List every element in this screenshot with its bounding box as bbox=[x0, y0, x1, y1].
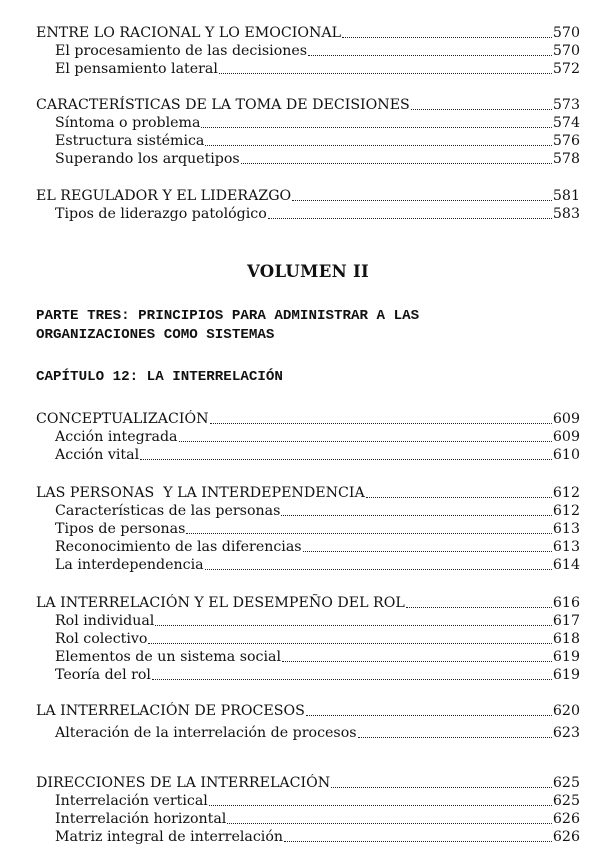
entry-title: Estructura sistémica bbox=[55, 133, 205, 149]
leader-dots bbox=[219, 73, 552, 74]
entry-title: LA INTERRELACIÓN Y EL DESEMPEÑO DEL ROL bbox=[36, 595, 405, 611]
toc-entry[interactable] bbox=[36, 187, 580, 205]
leader-dots bbox=[201, 127, 551, 128]
toc-subentry[interactable] bbox=[36, 205, 580, 223]
toc-section bbox=[36, 774, 580, 846]
toc-entry[interactable] bbox=[36, 774, 580, 792]
leader-dots bbox=[268, 218, 552, 219]
entry-title: LA INTERRELACIÓN DE PROCESOS bbox=[36, 703, 305, 719]
leader-dots bbox=[366, 497, 552, 498]
toc-section bbox=[36, 702, 580, 742]
toc-section bbox=[36, 187, 580, 223]
toc-section bbox=[36, 96, 580, 168]
entry-page: 617 bbox=[552, 613, 580, 629]
entry-title: LAS PERSONAS Y LA INTERDEPENDENCIA bbox=[36, 485, 365, 501]
volume-title: VOLUMEN II bbox=[246, 262, 370, 281]
leader-dots bbox=[210, 423, 552, 424]
toc-section bbox=[36, 410, 580, 464]
leader-dots bbox=[186, 533, 552, 534]
leader-dots bbox=[179, 441, 552, 442]
leader-dots bbox=[342, 37, 552, 38]
toc-subentry[interactable] bbox=[36, 446, 580, 464]
entry-title: La interdependencia bbox=[55, 557, 204, 573]
toc-entry[interactable] bbox=[36, 410, 580, 428]
toc-subentry[interactable] bbox=[36, 792, 580, 810]
toc-subentry[interactable] bbox=[36, 612, 580, 630]
leader-dots bbox=[227, 823, 552, 824]
entry-page: 625 bbox=[552, 775, 580, 791]
toc-section bbox=[36, 24, 580, 78]
entry-title: CONCEPTUALIZACIÓN bbox=[36, 411, 209, 427]
entry-page: 610 bbox=[552, 447, 580, 463]
leader-dots bbox=[306, 715, 552, 716]
toc-subentry[interactable] bbox=[36, 114, 580, 132]
leader-dots bbox=[331, 787, 552, 788]
entry-title: Tipos de liderazgo patológico bbox=[55, 206, 267, 222]
entry-page: 573 bbox=[552, 97, 580, 113]
toc-subentry[interactable] bbox=[36, 132, 580, 150]
leader-dots bbox=[406, 607, 552, 608]
entry-page: 623 bbox=[552, 725, 580, 741]
leader-dots bbox=[241, 163, 552, 164]
entry-title: EL REGULADOR Y EL LIDERAZGO bbox=[36, 188, 292, 204]
toc-subentry[interactable] bbox=[36, 538, 580, 556]
leader-dots bbox=[205, 569, 552, 570]
entry-title: DIRECCIONES DE LA INTERRELACIÓN bbox=[36, 775, 331, 791]
toc-subentry[interactable] bbox=[36, 60, 580, 78]
entry-page: 614 bbox=[552, 557, 580, 573]
toc-subentry[interactable] bbox=[36, 428, 580, 446]
leader-dots bbox=[303, 551, 552, 552]
toc-subentry[interactable] bbox=[36, 828, 580, 846]
leader-dots bbox=[358, 737, 552, 738]
entry-page: 613 bbox=[552, 539, 580, 555]
entry-page: 570 bbox=[552, 25, 580, 41]
entry-page: 578 bbox=[552, 151, 580, 167]
entry-title: Elementos de un sistema social bbox=[55, 649, 282, 665]
part-title-line-1: PARTE TRES: PRINCIPIOS PARA ADMINISTRAR A LAS bbox=[36, 308, 420, 324]
entry-page: 581 bbox=[552, 188, 580, 204]
entry-title: Reconocimiento de las diferencias bbox=[55, 539, 302, 555]
entry-page: 612 bbox=[552, 485, 580, 501]
leader-dots bbox=[148, 643, 551, 644]
chapter-title: CAPÍTULO 12: LA INTERRELACIÓN bbox=[36, 369, 283, 385]
leader-dots bbox=[281, 515, 552, 516]
entry-title: Síntoma o problema bbox=[55, 115, 201, 131]
entry-page: 570 bbox=[552, 43, 580, 59]
entry-title: Acción vital bbox=[55, 447, 140, 463]
entry-page: 576 bbox=[552, 133, 580, 149]
entry-title: Interrelación horizontal bbox=[55, 811, 227, 827]
entry-page: 574 bbox=[552, 115, 580, 131]
entry-title: Teoría del rol bbox=[55, 667, 151, 683]
leader-dots bbox=[140, 459, 552, 460]
leader-dots bbox=[411, 109, 552, 110]
entry-title: Interrelación vertical bbox=[55, 793, 208, 809]
entry-page: 583 bbox=[552, 206, 580, 222]
part-title-line-2: ORGANIZACIONES COMO SISTEMAS bbox=[36, 327, 275, 343]
leader-dots bbox=[308, 55, 552, 56]
entry-title: Rol individual bbox=[55, 613, 155, 629]
entry-page: 619 bbox=[552, 667, 580, 683]
entry-title: Características de las personas bbox=[55, 503, 281, 519]
toc-subentry[interactable] bbox=[36, 630, 580, 648]
toc-section bbox=[36, 594, 580, 684]
toc-subentry[interactable] bbox=[36, 42, 580, 60]
entry-page: 572 bbox=[552, 61, 580, 77]
leader-dots bbox=[209, 805, 552, 806]
toc-subentry[interactable] bbox=[36, 502, 580, 520]
leader-dots bbox=[152, 679, 552, 680]
leader-dots bbox=[205, 145, 552, 146]
entry-page: 625 bbox=[552, 793, 580, 809]
toc-subentry[interactable] bbox=[36, 648, 580, 666]
toc-section bbox=[36, 484, 580, 574]
entry-page: 618 bbox=[552, 631, 580, 647]
entry-page: 620 bbox=[552, 703, 580, 719]
leader-dots bbox=[284, 841, 552, 842]
entry-title: Matriz integral de interrelación bbox=[55, 829, 284, 845]
entry-title: El pensamiento lateral bbox=[55, 61, 218, 77]
toc-subentry[interactable] bbox=[36, 724, 580, 742]
entry-title: CARACTERÍSTICAS DE LA TOMA DE DECISIONES bbox=[36, 97, 410, 113]
entry-title: Acción integrada bbox=[55, 429, 178, 445]
toc-entry[interactable] bbox=[36, 96, 580, 114]
toc-subentry[interactable] bbox=[36, 150, 580, 168]
toc-entry[interactable] bbox=[36, 24, 580, 42]
entry-page: 612 bbox=[552, 503, 580, 519]
toc-subentry[interactable] bbox=[36, 810, 580, 828]
entry-page: 609 bbox=[552, 429, 580, 445]
toc-subentry[interactable] bbox=[36, 666, 580, 684]
toc-entry[interactable] bbox=[36, 702, 580, 720]
entry-page: 619 bbox=[552, 649, 580, 665]
leader-dots bbox=[282, 661, 552, 662]
entry-page: 609 bbox=[552, 411, 580, 427]
entry-title: Superando los arquetipos bbox=[55, 151, 240, 167]
entry-page: 626 bbox=[552, 829, 580, 845]
entry-title: Tipos de personas bbox=[55, 521, 186, 537]
entry-title: El procesamiento de las decisiones bbox=[55, 43, 308, 59]
entry-page: 626 bbox=[552, 811, 580, 827]
leader-dots bbox=[155, 625, 552, 626]
entry-page: 613 bbox=[552, 521, 580, 537]
toc-entry[interactable] bbox=[36, 594, 580, 612]
entry-page: 616 bbox=[552, 595, 580, 611]
toc-subentry[interactable] bbox=[36, 520, 580, 538]
leader-dots bbox=[292, 200, 552, 201]
entry-title: Rol colectivo bbox=[55, 631, 148, 647]
toc-entry[interactable] bbox=[36, 484, 580, 502]
toc-subentry[interactable] bbox=[36, 556, 580, 574]
entry-title: ENTRE LO RACIONAL Y LO EMOCIONAL bbox=[36, 25, 342, 41]
entry-title: Alteración de la interrelación de procesos bbox=[55, 725, 357, 741]
